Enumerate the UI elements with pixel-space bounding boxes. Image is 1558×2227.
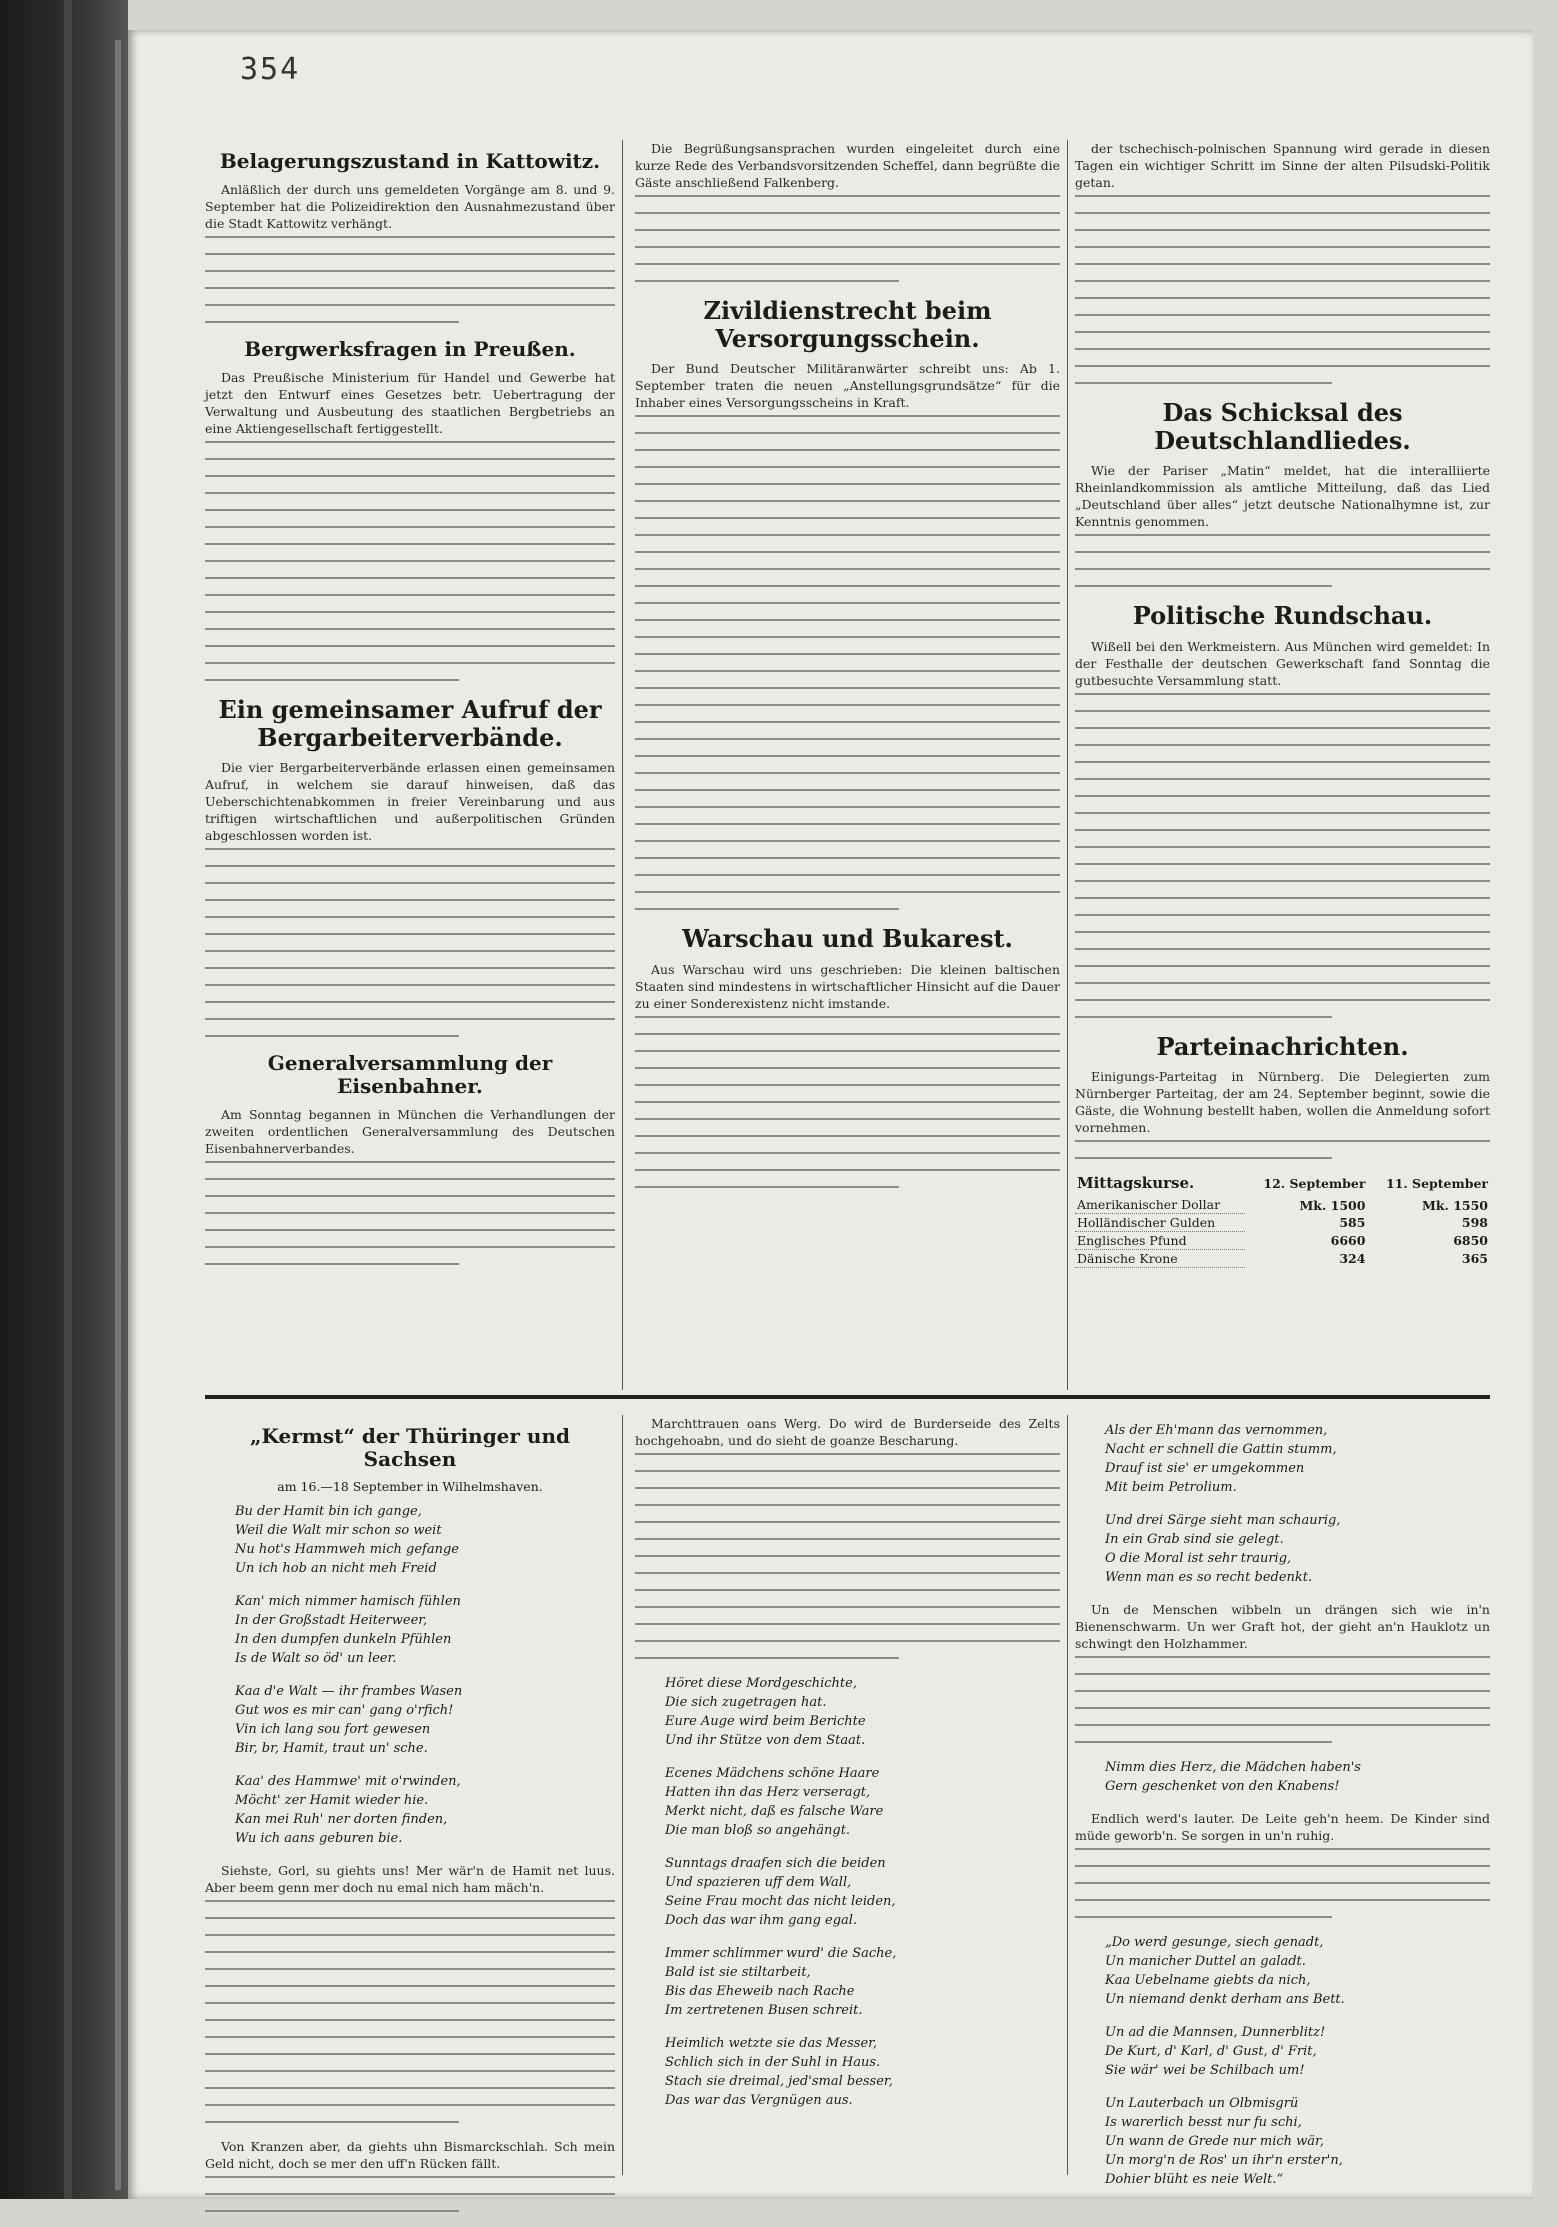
stock-col-header: 12. September (1263, 1175, 1366, 1191)
headline-deutschlandlied: Das Schicksal des Deutschlandliedes. (1154, 398, 1411, 455)
feuilleton-paragraph: Siehste, Gorl, su giehts uns! Mer wär'n de Hamit net luus. Aber beem genn mer doch nu emal nich ham mäch'n. (205, 1863, 615, 1895)
article-lead: Wißell bei den Werkmeistern. Aus München wird gemeldet: In der Festhalle der deutschen Gewerkschaft fand Sonntag die gutbesuchte Versammlung statt. (1075, 638, 1490, 688)
article-body (635, 1453, 1060, 1659)
poem-stanza: Bu der Hamit bin ich gange, Weil die Walt mir schon so weit Nu hot's Hammweh mich gefange Un ich hob an nicht meh Freid (235, 1504, 459, 1576)
headline-warschau: Warschau und Bukarest. (682, 924, 1013, 954)
feuilleton-paragraph: Endlich werd's lauter. De Leite geh'n heem. De Kinder sind müde geworb'n. Se sorgen in un'n ruhig. (1075, 1811, 1490, 1843)
poem-stanza: Nimm dies Herz, die Mädchen haben's Gern geschenket von den Knabens! (1105, 1760, 1361, 1794)
column-3 (1075, 140, 1490, 1268)
article-body (635, 195, 1060, 282)
poem-stanza: Als der Eh'mann das vernommen, Nacht er schnell die Gattin stumm, Drauf ist sie' er umgekommen Mit beim Petrolium. (1105, 1423, 1337, 1495)
poem-stanza: Kaa' des Hammwe' mit o'rwinden, Möcht' zer Hamit wieder hie. Kan mei Ruh' ner dorten finden, Wu ich aans geburen bie. (235, 1774, 461, 1846)
column-1 (205, 140, 615, 1280)
page-number: 354 (240, 52, 301, 87)
article-body (205, 1161, 615, 1265)
binding-edge (115, 40, 121, 2190)
stock-row: Englisches Pfund 6660 6850 (1077, 1233, 1488, 1249)
stock-row: Holländischer Gulden 585 598 (1077, 1215, 1488, 1231)
article-lead: Anläßlich der durch uns gemeldeten Vorgänge am 8. und 9. September hat die Polizeidirektion den Ausnahmezustand über die Stadt Kattowitz verhängt. (205, 182, 615, 231)
article-body (1075, 195, 1490, 384)
article-lead: Am Sonntag begannen in München die Verhandlungen der zweiten ordentlichen Generalversammlung des Deutschen Eisenbahnerverbandes. (205, 1107, 615, 1157)
feuilleton-column-1 (205, 1415, 615, 2227)
feuilleton-column-2 (635, 1415, 1060, 2124)
section-divider (205, 1395, 1490, 1399)
article-body (1075, 534, 1490, 587)
poem-stanza: Kaa d'e Walt — ihr frambes Wasen Gut wos es mir can' gang o'rfich! Vin ich lang sou fort gewesen Bir, br, Hamit, traut un' sche. (235, 1684, 463, 1756)
article-body (1075, 1656, 1490, 1743)
headline-rundschau: Politische Rundschau. (1132, 601, 1433, 631)
article-body (635, 415, 1060, 910)
article-continuation: der tschechisch-polnischen Spannung wird gerade in diesen Tagen ein wichtiger Schritt im Sinne der alten Pilsudski-Politik getan. (1075, 141, 1490, 190)
feuilleton-title: „Kermst“ der Thüringer und Sachsen (250, 1424, 570, 1471)
feuilleton-paragraph: Von Kranzen aber, da giehts uhn Bismarckschlah. Sch mein Geld nicht, doch se mer den uff'n Rücken fällt. (205, 2139, 615, 2171)
poem-stanza: Heimlich wetzte sie das Messer, Schlich sich in der Suhl in Haus. Stach sie dreimal, jed'smal besser, Das war das Vergnügen aus. (665, 2036, 893, 2108)
column-rule (622, 140, 623, 1390)
article-lead: Aus Warschau wird uns geschrieben: Die kleinen baltischen Staaten sind mindestens in wirtschaftlicher Hinsicht auf die Dauer zu einer Sonderexistenz nicht imstande. (635, 961, 1060, 1011)
article-body (205, 441, 615, 681)
article-body (205, 236, 615, 323)
binding-spine (64, 0, 72, 2199)
feuilleton-column-3 (1075, 1415, 1490, 2203)
column-rule (1067, 140, 1068, 1390)
book-binding (0, 0, 128, 2199)
poem-stanza: Sunntags draafen sich die beiden Und spazieren uff dem Wall, Seine Frau mocht das nicht leiden, Doch das war ihm gang egal. (665, 1856, 896, 1928)
feuilleton-paragraph: Marchttrauen oans Werg. Do wird de Burderseide des Zelts hochgehoabn, und do sieht de goanze Bescharung. (635, 1416, 1060, 1448)
feuilleton-subtitle: am 16.—18 September in Wilhelmshaven. (277, 1479, 543, 1494)
article-lead: Die vier Bergarbeiterverbände erlassen einen gemeinsamen Aufruf, in welchem sie darauf hinweisen, daß das Ueberschichtenabkommen in freier Vereinbarung und aus triftigen wirtschaftlichen und außerpolitischen Gründen abgeschlossen worden ist. (205, 760, 615, 844)
article-lead: Das Preußische Ministerium für Handel und Gewerbe hat jetzt den Entwurf eines Gesetzes betr. Uebertragung der Verwaltung und Ausbeutung des staatlichen Bergbetriebs an eine Aktiengesellschaft fertiggestellt. (205, 370, 615, 436)
poem-stanza: Kan' mich nimmer hamisch fühlen In der Großstadt Heiterweer, In den dumpfen dunkeln Pfühlen Is de Walt so öd' un leer. (235, 1594, 461, 1666)
headline-zivildienstrecht: Zivildienstrecht beim Versorgungsschein. (703, 296, 992, 353)
article-body (1075, 1140, 1490, 1159)
feuilleton-paragraph: Un de Menschen wibbeln un drängen sich wie in'n Bienenschwarm. Un wer Graft hot, der gieht an'n Hauklotz un schwingt den Holzhammer. (1075, 1602, 1490, 1651)
stock-row: Amerikanischer Dollar Mk. 1500 Mk. 1550 (1077, 1197, 1488, 1213)
article-lead: Einigungs-Parteitag in Nürnberg. Die Delegierten zum Nürnberger Parteitag, der am 24. September beginnt, sowie die Gäste, die Wohnung bestellt haben, wollen die Anmeldung sofort vornehmen. (1075, 1069, 1490, 1136)
article-body (1075, 1848, 1490, 1918)
article-body (635, 1016, 1060, 1188)
article-continuation: Die Begrüßungsansprachen wurden eingeleitet durch eine kurze Rede des Verbandsvorsitzenden Scheffel, dann begrüßte die Gäste anschließend Falkenberg. (635, 141, 1060, 190)
poem-stanza: Höret diese Mordgeschichte, Die sich zugetragen hat. Eure Auge wird beim Berichte Und ihr Stütze von dem Staat. (665, 1676, 866, 1748)
headline-bergarbeiter: Ein gemeinsamer Aufruf der Bergarbeiterverbände. (218, 695, 602, 752)
column-rule (622, 1415, 623, 2175)
article-lead: Wie der Pariser „Matin“ meldet, hat die interalliierte Rheinlandkommission als amtliche Mitteilung, daß das Lied „Deutschland über alles“ jetzt deutsche Nationalhymne ist, zur Kenntnis genommen. (1075, 463, 1490, 530)
article-body (205, 1900, 615, 2123)
column-2 (635, 140, 1060, 1203)
stock-title: Mittagskurse. (1077, 1174, 1195, 1193)
article-body (1075, 693, 1490, 1018)
poem-stanza: „Do werd gesunge, siech genadt, Un manicher Duttel an galadt. Kaa Uebelname giebts da nich, Un niemand denkt derham ans Bett. (1105, 1935, 1345, 2007)
column-rule (1067, 1415, 1068, 2175)
article-body (205, 848, 615, 1037)
poem-stanza: Ecenes Mädchens schöne Haare Hatten ihn das Herz verseragt, Merkt nicht, daß es falsche Ware Die man bloß so angehängt. (665, 1766, 884, 1838)
poem-stanza: Un Lauterbach un Olbmisgrü Is warerlich besst nur fu schi, Un wann de Grede nur mich wär, Un morg'n de Ros' un ihr'n erster'n, Dohier blüht es neie Welt.“ (1105, 2096, 1343, 2187)
headline-parteinachrichten: Parteinachrichten. (1156, 1031, 1409, 1061)
headline-eisenbahner: Generalversammlung der Eisenbahner. (267, 1051, 553, 1099)
article-lead: Der Bund Deutscher Militäranwärter schreibt uns: Ab 1. September traten die neuen „Anstellungsgrundsätze“ für die Inhaber eines Versorgungsscheins in Kraft. (635, 361, 1060, 411)
stock-row: Dänische Krone 324 365 (1077, 1251, 1488, 1267)
poem-stanza: Immer schlimmer wurd' die Sache, Bald ist sie stiltarbeit, Bis das Eheweib nach Rache Im zertretenen Busen schreit. (665, 1946, 897, 2018)
headline-kattowitz: Belagerungszustand in Kattowitz. (219, 149, 601, 173)
headline-bergwerksfragen: Bergwerksfragen in Preußen. (244, 337, 576, 361)
poem-stanza: Un ad die Mannsen, Dunnerblitz! De Kurt, d' Karl, d' Gust, d' Frit, Sie wär' wei be Schilbach um! (1105, 2025, 1326, 2078)
stock-table (1075, 1174, 1490, 1268)
article-body (205, 2176, 615, 2212)
stock-col-header: 11. September (1385, 1175, 1488, 1191)
poem-stanza: Und drei Särge sieht man schaurig, In ein Grab sind sie gelegt. O die Moral ist sehr traurig, Wenn man es so recht bedenkt. (1105, 1513, 1341, 1585)
